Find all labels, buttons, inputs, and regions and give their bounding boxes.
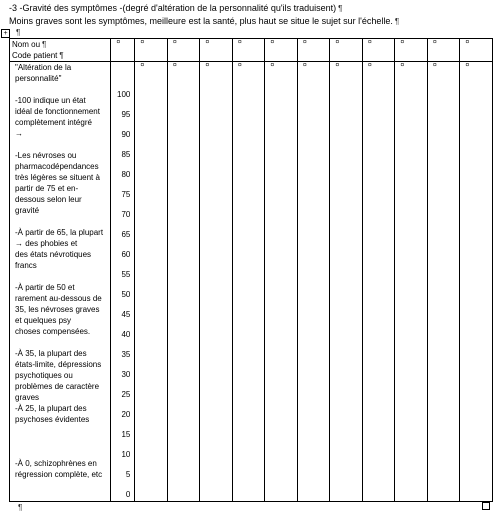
description-line: complètement intégré — [15, 118, 92, 127]
description-line: gravité — [15, 206, 40, 215]
scale-value: 50 — [121, 290, 131, 299]
patient-column-header[interactable]: ¤ — [330, 39, 363, 62]
description-line: très légères se situent à — [15, 173, 100, 182]
scale-value: 80 — [121, 170, 131, 179]
patient-column-cell[interactable]: ¤ — [460, 62, 493, 502]
patient-column-cell[interactable]: ¤ — [395, 62, 428, 502]
scale-values — [113, 62, 132, 499]
scale-value: 35 — [121, 350, 131, 359]
description-line: psychoses évidentes — [15, 415, 90, 424]
description-line: partir de 75 et en- — [15, 184, 79, 193]
scale-value: 25 — [121, 390, 131, 399]
scale-value: 15 — [121, 430, 131, 439]
description-line: idéal de fonctionnement — [15, 107, 100, 116]
description-line: des états névrotiques — [15, 250, 92, 259]
description-line: -À partir de 50 et — [15, 283, 75, 292]
patient-column-header[interactable]: ¤ — [395, 39, 428, 62]
description-line: → des phobies et — [15, 239, 78, 248]
scale-value: 70 — [121, 210, 131, 219]
scale-value: 90 — [121, 130, 131, 139]
patient-column-cell[interactable]: ¤ — [330, 62, 363, 502]
patient-column-cell[interactable]: ¤ — [427, 62, 460, 502]
description-line: choses compensées. — [15, 327, 91, 336]
table-header-row — [10, 39, 493, 62]
description-line: "Altération de la — [15, 63, 72, 72]
scale-value: 85 — [121, 150, 131, 159]
patient-column-cell[interactable]: ¤ — [265, 62, 298, 502]
scale-value: 65 — [121, 230, 131, 239]
patient-column-header[interactable]: ¤ — [297, 39, 330, 62]
description-line: 35, les névroses graves — [15, 305, 100, 314]
scale-value: 45 — [121, 310, 131, 319]
end-paragraph-mark: ¶ — [18, 503, 23, 512]
patient-column-cell[interactable]: ¤ — [135, 62, 168, 502]
patient-column-cell[interactable]: ¤ — [167, 62, 200, 502]
description-line: pharmacodépendances — [15, 162, 99, 171]
patient-column-header[interactable]: ¤ — [265, 39, 298, 62]
description-line: rarement au-dessous de — [15, 294, 102, 303]
description-line: -Les névroses ou — [15, 151, 77, 160]
description-text — [12, 62, 108, 479]
scale-value: 75 — [121, 190, 131, 199]
scale-value: 95 — [121, 110, 131, 119]
description-line: -À 25, la plupart des — [15, 404, 87, 413]
table-resize-handle[interactable] — [482, 502, 490, 510]
description-line: -À 35, la plupart des — [15, 349, 87, 358]
scale-value: 55 — [121, 270, 131, 279]
patient-column-header[interactable]: ¤ — [362, 39, 395, 62]
description-line: -100 indique un état — [15, 96, 86, 105]
scale-value: 40 — [121, 330, 131, 339]
patient-column-header[interactable]: ¤ — [232, 39, 265, 62]
description-line: francs — [15, 261, 37, 270]
evaluation-table — [9, 38, 493, 502]
patient-column-header[interactable]: ¤ — [200, 39, 233, 62]
description-line: psychotiques ou — [15, 371, 73, 380]
table-move-handle-icon[interactable]: + — [1, 29, 10, 38]
description-line: et quelques psy — [15, 316, 72, 325]
scale-value: 30 — [121, 370, 131, 379]
description-line: -À 0, schizophrènes en — [15, 459, 97, 468]
patient-column-cell[interactable]: ¤ — [200, 62, 233, 502]
heading-line-2: Moins graves sont les symptômes, meilleure est la santé, plus haut se situe le sujet sur l'échelle. ¶ — [9, 16, 400, 26]
scale-value: 100 — [117, 90, 131, 99]
description-line: états-limite, dépressions — [15, 360, 102, 369]
description-line: problèmes de caractère — [15, 382, 100, 391]
patient-column-header[interactable]: ¤ — [135, 39, 168, 62]
description-line: graves — [15, 393, 40, 402]
patient-column-header[interactable]: ¤ — [460, 39, 493, 62]
patient-column-header[interactable]: ¤ — [427, 39, 460, 62]
scale-value: 5 — [125, 470, 131, 479]
scale-header-cell[interactable]: ¤ — [111, 39, 135, 62]
scale-value: 0 — [125, 490, 131, 499]
description-line: → — [15, 129, 23, 138]
scale-value: 60 — [121, 250, 131, 259]
scale-cell[interactable] — [111, 62, 135, 502]
description-line: régression complète, etc — [15, 470, 103, 479]
description-line: -À partir de 65, la plupart — [15, 228, 104, 237]
empty-paragraph: ¶ — [16, 28, 21, 37]
scale-value: 10 — [121, 450, 131, 459]
patient-column-cell[interactable]: ¤ — [297, 62, 330, 502]
patient-code-header[interactable]: Nom ou ¶ Code patient ¶ — [10, 39, 111, 62]
heading-line-1: -3 -Gravité des symptômes -(degré d'altération de la personnalité qu'ils traduisent) ¶ — [9, 3, 343, 13]
scale-value: 20 — [121, 410, 131, 419]
description-line: personnalité" — [15, 74, 62, 83]
patient-column-header[interactable]: ¤ — [167, 39, 200, 62]
patient-column-cell[interactable]: ¤ — [362, 62, 395, 502]
patient-column-cell[interactable]: ¤ — [232, 62, 265, 502]
description-line: dessous selon leur — [15, 195, 82, 204]
description-cell[interactable] — [10, 62, 111, 502]
table-body-row — [10, 62, 493, 502]
